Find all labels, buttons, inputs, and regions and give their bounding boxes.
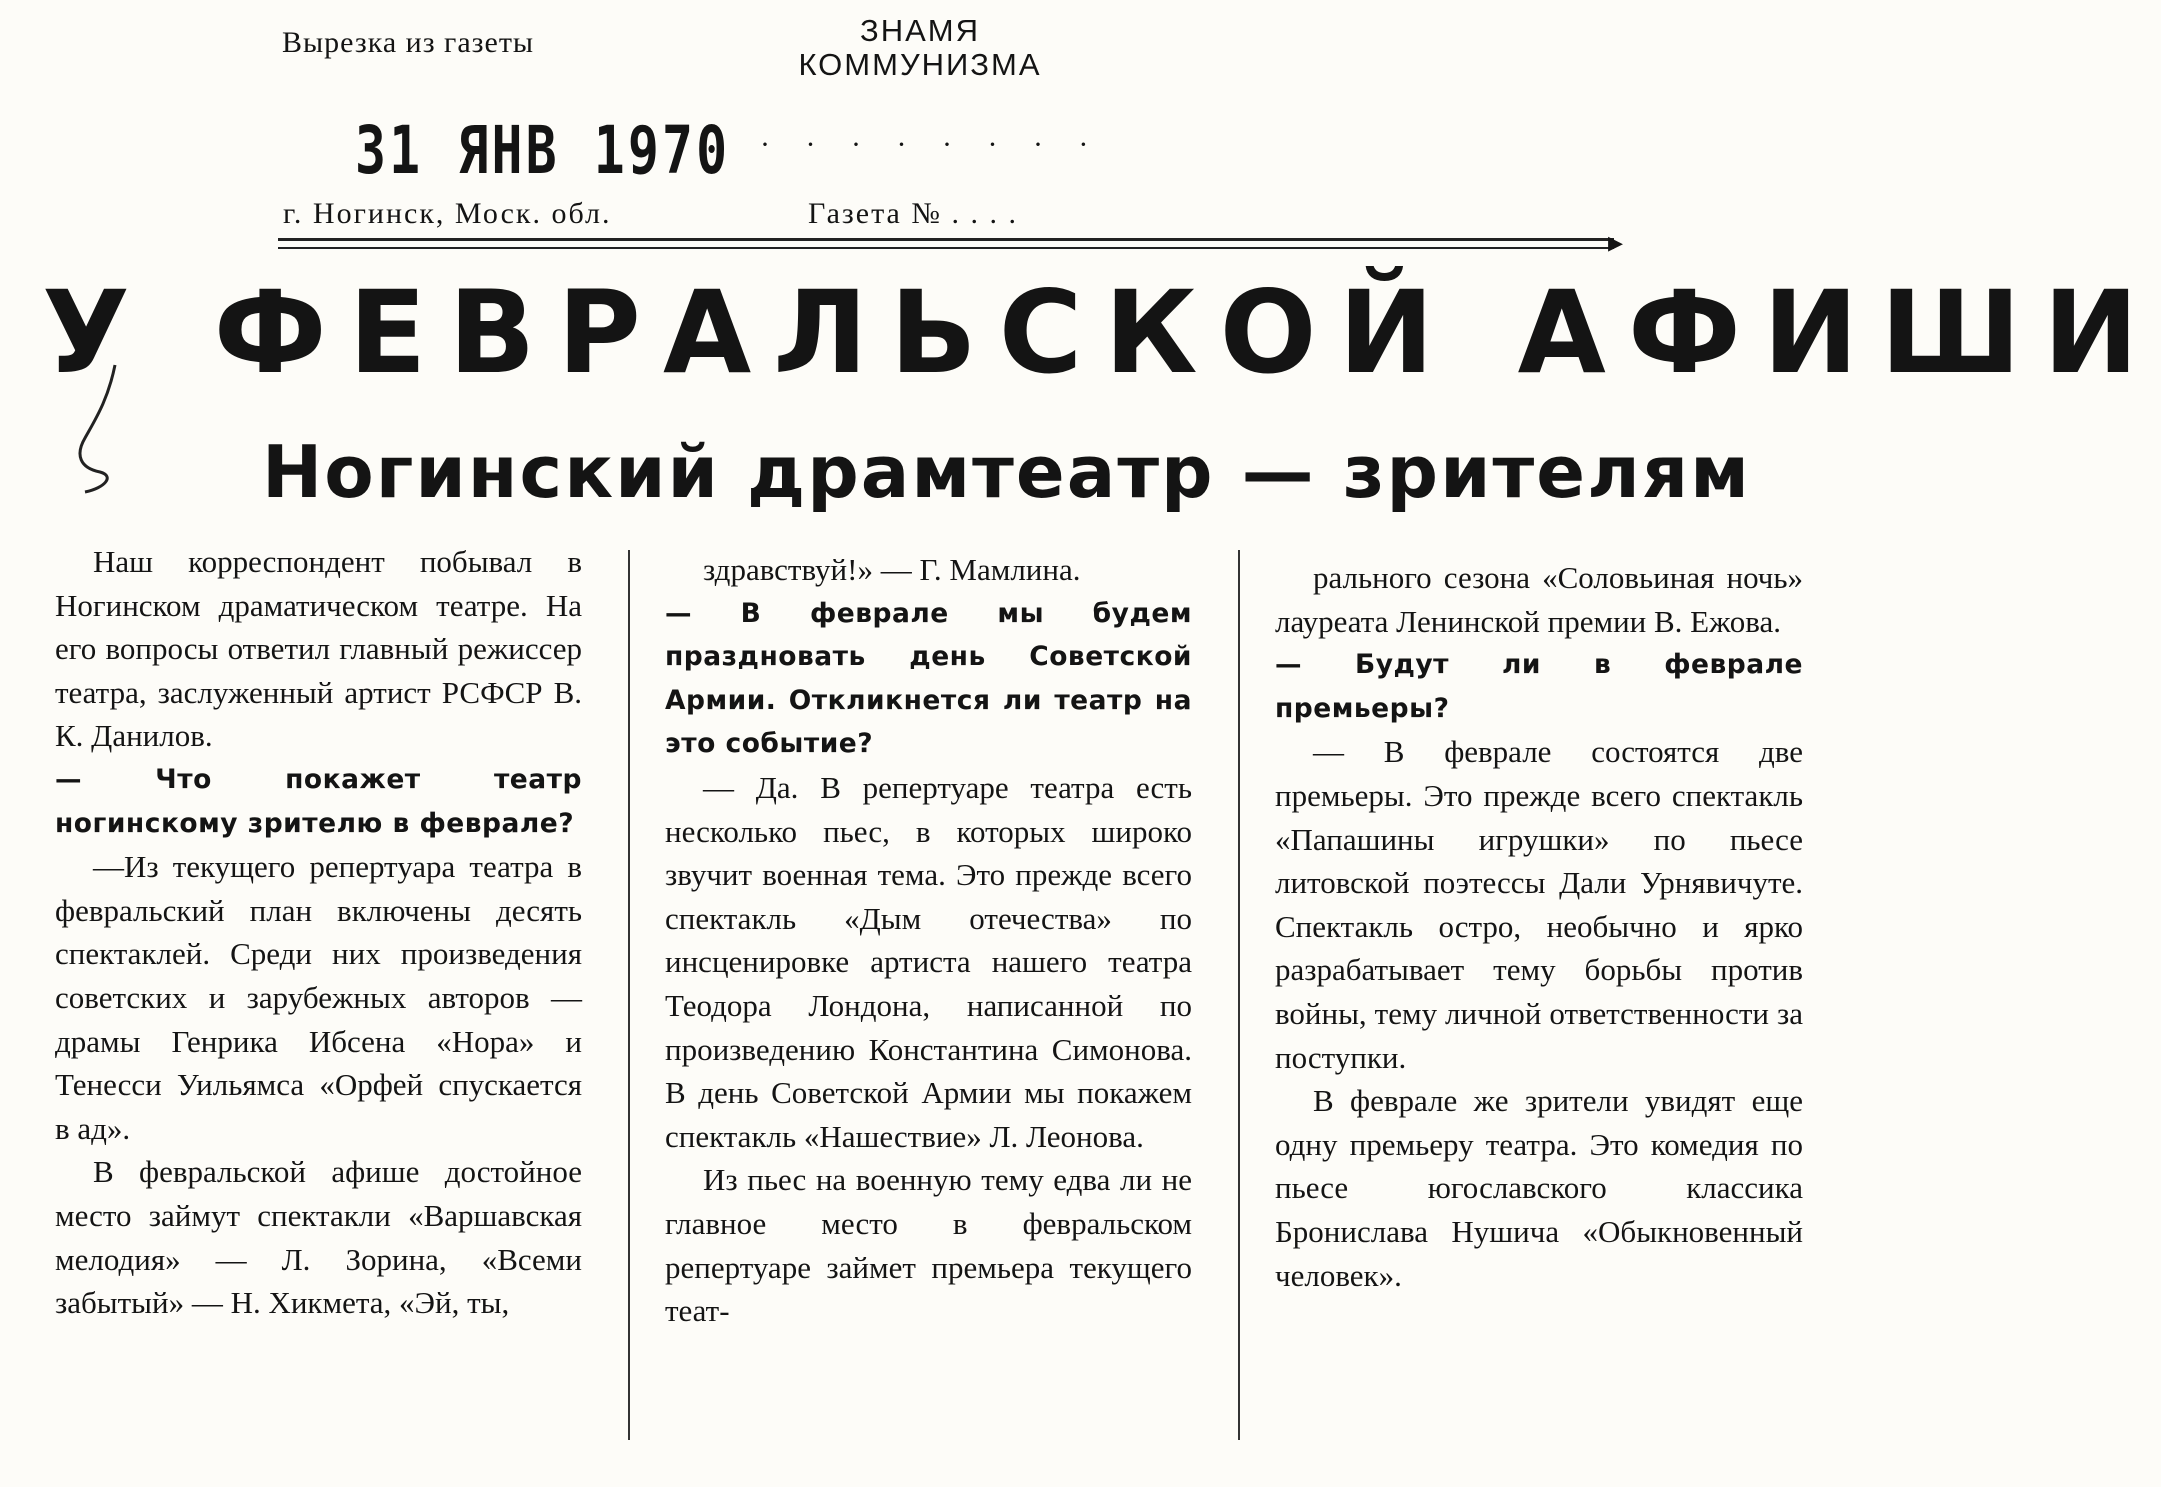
interview-question: — Что покажет театр ногинскому зрителю в феврале?: [55, 763, 582, 839]
article-column-2: [665, 548, 1192, 1333]
newspaper-name: [770, 14, 1070, 82]
newspaper-name-line1: ЗНАМЯ: [860, 13, 980, 48]
headline: У ФЕВРАЛЬСКОЙ АФИШИ: [42, 266, 2161, 399]
article-paragraph: — Да. В репертуаре театра есть несколько пьес, в которых широко звучит военная тема. Это прежде всего спектакль «Дым отечества» по инсценировке артиста нашего театра Теодора Лондона, написанной по произведению Константина Симонова. В день Советской Армии мы покажем спектакль «Нашествие» Л. Леонова.: [665, 769, 1192, 1154]
gazeta-number: Газета № . . . .: [808, 197, 1018, 230]
article-paragraph: В февральской афише достойное место займут спектакли «Варшавская мелодия» — Л. Зорина, «Всеми забытый» — Н. Хикмета, «Эй, ты,: [55, 1154, 582, 1321]
newspaper-name-line2: КОММУНИЗМА: [798, 47, 1042, 82]
subheadline: Ногинский драмтеатр — зрителям: [262, 430, 1751, 514]
article-column-1: [55, 540, 582, 1325]
pen-mark-icon: [60, 360, 140, 500]
article-column-3: [1275, 556, 1803, 1297]
date-stamp: 31 ЯНВ 1970: [355, 112, 731, 189]
column-divider-2: [1238, 550, 1240, 1440]
column-divider-1: [628, 550, 630, 1440]
article-paragraph: рального сезона «Соловьиная ночь» лауреата Ленинской премии В. Ежова.: [1275, 560, 1803, 639]
header-rule: [278, 238, 1614, 249]
article-paragraph: Из пьес на военную тему едва ли не главное место в февральском репертуаре займет премьера текущего теат-: [665, 1162, 1192, 1329]
article-paragraph: здравствуй!» — Г. Мамлина.: [703, 552, 1081, 587]
source-label: Вырезка из газеты: [282, 26, 535, 59]
article-paragraph: —Из текущего репертуара театра в февральский план включены десять спектаклей. Среди них произведения советских и зарубежных авторов — драмы Генрика Ибсена «Нора» и Тенесси Уильямса «Орфей спускается в ад».: [55, 849, 582, 1146]
rule-arrow-icon: ▸: [1608, 226, 1624, 259]
city-line: г. Ногинск, Моск. обл.: [283, 197, 612, 230]
article-paragraph: — В феврале состоятся две премьеры. Это прежде всего спектакль «Папашины игрушки» по пьесе литовской поэтессы Дали Урнявичуте. Спектакль остро, необычно и ярко разрабатывает тему борьбы против войны, тему личной ответственности за поступки.: [1275, 734, 1803, 1075]
interview-question: — В феврале мы будем праздновать день Советской Армии. Откликнется ли театр на это событие?: [665, 597, 1192, 760]
article-paragraph: Наш корреспондент побывал в Ногинском драматическом театре. На его вопросы ответил главный режиссер театра, заслуженный артист РСФСР В. К. Данилов.: [55, 544, 582, 754]
interview-question: — Будут ли в феврале премьеры?: [1275, 649, 1803, 724]
dotted-fill: · · · · · · · ·: [760, 128, 1103, 161]
article-paragraph: В феврале же зрители увидят еще одну премьеру театра. Это комедия по пьесе югославского классика Бронислава Нушича «Обыкновенный человек».: [1275, 1083, 1803, 1293]
